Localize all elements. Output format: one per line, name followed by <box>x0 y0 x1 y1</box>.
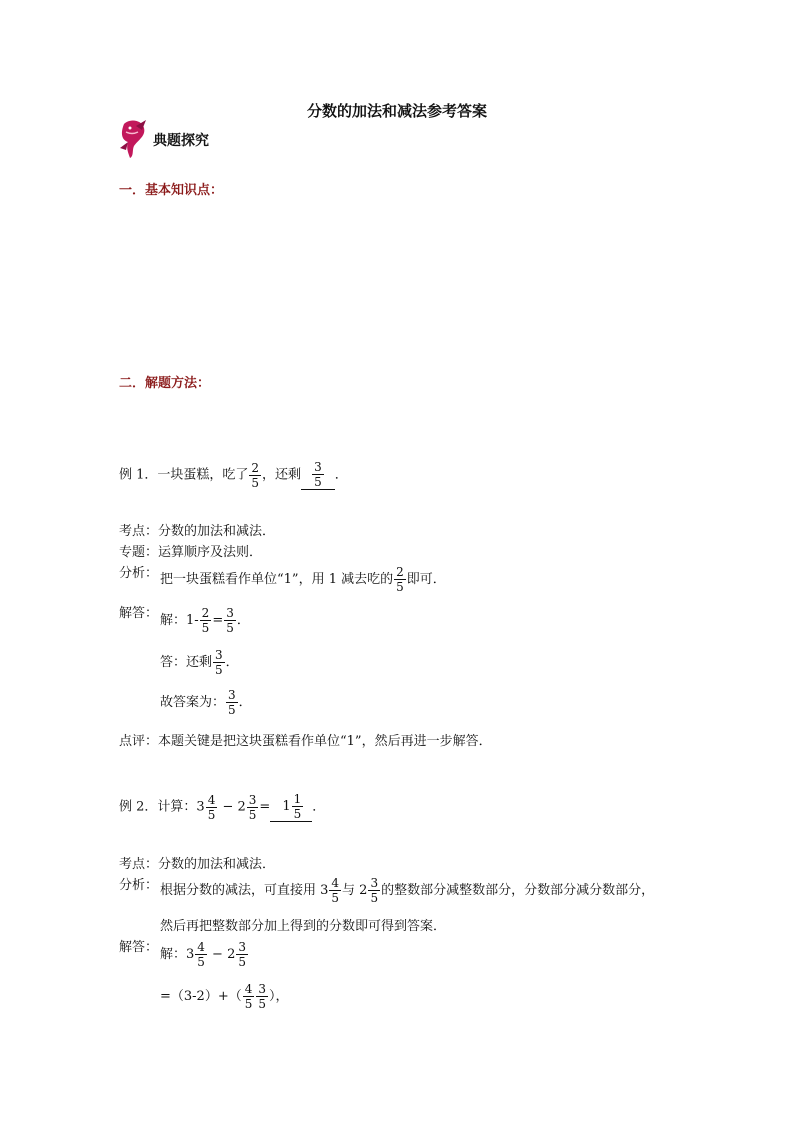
fenxi-1: 把一块蛋糕看作单位“1”，用 1 减去吃的 $\frac{2}{5}$ 即可． <box>160 565 446 594</box>
fenxi-2-line-2: 然后再把整数部分加上得到的分数即可得到答案． <box>160 919 447 934</box>
heading-solving-methods: 二．解题方法： <box>119 376 211 391</box>
dianping-1: 点评：本题关键是把这块蛋糕看作单位“1”，然后再进一步解答． <box>119 734 492 749</box>
answer-blank: 1 $\frac{1}{5}$ <box>270 792 312 822</box>
kaodian-1: 考点：分数的加法和减法． <box>119 524 276 539</box>
solution-2-line-2: =（3-2）+（ $\frac{4}{5}$ $\frac{3}{5}$ ）， <box>160 982 289 1011</box>
jieda-label-2: 解答： <box>119 940 159 955</box>
jieda-label-1: 解答： <box>119 606 159 621</box>
kaodian-2: 考点：分数的加法和减法． <box>119 857 276 872</box>
fraction: $\frac{2}{5}$ <box>251 460 260 490</box>
solution-1-final: 故答案为： $\frac{3}{5}$ ． <box>160 688 252 717</box>
fenxi-label-2: 分析： <box>119 878 159 893</box>
example-2-question: 例 2．计算：3 $\frac{4}{5}$ − 2 $\frac{3}{5}$ = 1 $\frac{1}{5}$ ． <box>119 792 326 822</box>
example-1-question: 例 1．一块蛋糕，吃了 $\frac{2}{5}$ ，还剩 $\frac{3}{5}$ ． <box>119 460 348 490</box>
section-label: 典题探究 <box>153 133 209 149</box>
fenxi-2-line-1: 根据分数的减法，可直接用 3 $\frac{4}{5}$ 与 2 $\frac{3}{5}$ 的整数部分减整数部分，分数部分减分数部分， <box>160 876 655 905</box>
heading-basic-knowledge: 一．基本知识点： <box>119 183 224 198</box>
zhuanti-1: 专题：运算顺序及法则． <box>119 545 263 560</box>
dolphin-icon <box>116 118 150 160</box>
answer-blank: $\frac{3}{5}$ <box>301 460 335 490</box>
page-title: 分数的加法和减法参考答案 <box>306 102 487 120</box>
solution-1-line-1: 解：1- $\frac{2}{5}$ = $\frac{3}{5}$ ． <box>160 606 250 635</box>
fenxi-label-1: 分析： <box>119 566 159 581</box>
solution-1-answer: 答：还剩 $\frac{3}{5}$ ． <box>160 648 239 677</box>
solution-2-line-1: 解：3 $\frac{4}{5}$ − 2 $\frac{3}{5}$ <box>160 940 246 969</box>
